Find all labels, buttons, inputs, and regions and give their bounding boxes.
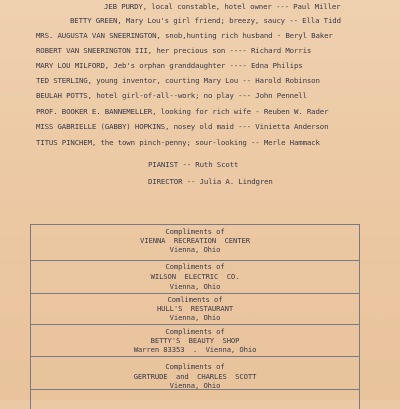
cast-line: MARY LOU MILFORD, Jeb's orphan granddaughter ---- Edna Philips (36, 61, 303, 70)
compliment-business: WILSON ELECTRIC CO. (150, 272, 240, 281)
compliment-location: Vienna, Ohio (169, 381, 221, 390)
compliment-location: Vienna, Ohio (169, 282, 221, 291)
compliment-business: HULL'S RESTAURANT (156, 304, 234, 313)
cast-line: ROBERT VAN SNEERINGTON III, her precious son ---- Richard Morris (36, 46, 312, 55)
cast-line: MRS. AUGUSTA VAN SNEERINGTON, snob,hunting rich husband - Beryl Baker (36, 31, 333, 40)
director-line: DIRECTOR -- Julia A. Lindgren (148, 177, 273, 186)
compliment-box (30, 293, 360, 325)
compliment-location: Vienna, Ohio (169, 313, 221, 322)
compliment-box (30, 356, 360, 390)
compliment-heading: Comliments of (167, 295, 223, 304)
cast-line: TITUS PINCHEM, the town pinch-penny; sour-looking -- Merle Hammack (36, 138, 320, 147)
compliment-box (30, 224, 360, 261)
compliment-business: GERTRUDE and CHARLES SCOTT (133, 372, 257, 381)
compliment-heading: Compliments of (165, 362, 225, 371)
compliment-heading: Compliments of (165, 262, 225, 271)
compliment-heading: Compliments of (165, 227, 225, 236)
cast-line: BETTY GREEN, Mary Lou's girl friend; breezy, saucy -- Ella Tidd (70, 16, 341, 25)
cast-line: JEB PURDY, local constable, hotel owner --- Paul Miller (104, 2, 341, 11)
pianist-line: PIANIST -- Ruth Scott (148, 160, 239, 169)
compliment-location: Vienna, Ohio (169, 245, 221, 254)
compliment-business: VIENNA RECREATION CENTER (140, 236, 250, 245)
compliment-business: BETTY'S BEAUTY SHOP (150, 336, 240, 345)
cast-line: BEULAH POTTS, hotel girl-of-all--work; no play --- John Pennell (36, 91, 307, 100)
cast-line: TED STERLING, young inventor, courting Mary Lou -- Harold Robinson (36, 76, 320, 85)
compliment-location: Warren 83353 . Vienna, Ohio (133, 345, 257, 354)
cast-line: MISS GABRIELLE (GABBY) HOPKINS, nosey old maid --- Vinietta Anderson (36, 122, 329, 131)
compliments-section (30, 224, 360, 404)
cast-line: PROF. BOOKER E. BANNEMELLER, looking for rich wife - Reuben W. Rader (36, 107, 329, 116)
compliment-heading: Compliments of (165, 327, 225, 336)
compliment-box (30, 324, 360, 357)
compliment-box-partial (30, 389, 360, 409)
compliment-box (30, 260, 360, 294)
